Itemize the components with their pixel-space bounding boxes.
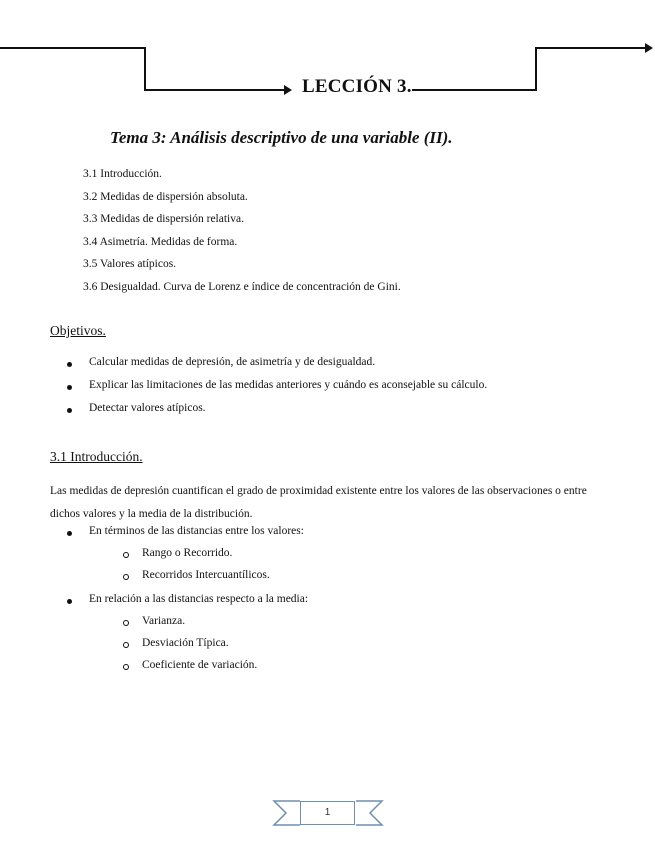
topic-subtitle: Tema 3: Análisis descriptivo de una variable (II). (110, 128, 453, 147)
toc-item: 3.2 Medidas de dispersión absoluta. (83, 190, 248, 203)
dispersion-groups-list (67, 593, 308, 615)
circle-bullet-icon (123, 620, 129, 626)
toc-item: 3.6 Desigualdad. Curva de Lorenz e índice de concentración de Gini. (83, 280, 401, 293)
section-paragraph: Las medidas de depresión cuantifican el grado de proximidad existente entre los valores de las observaciones o entre dichos valores y la media de la distribución. (50, 485, 587, 520)
header-line-left-vertical (144, 47, 146, 90)
header-arrow-head-left-icon (284, 85, 292, 95)
header-line-left-bottom (144, 89, 287, 91)
toc-item: 3.1 Introducción. (83, 168, 162, 180)
objectives-heading: Objetivos. (50, 323, 106, 338)
bullet-icon (67, 385, 72, 390)
header-line-left-top (0, 47, 145, 49)
sub-list (122, 547, 270, 591)
list-item-text: Explicar las limitaciones de las medidas anteriores y cuándo es aconsejable su cálculo. (89, 379, 488, 391)
list-item-text: Varianza. (142, 615, 186, 627)
page-number: 1 (300, 801, 355, 825)
header-line-right-bottom (412, 89, 537, 91)
toc-item: 3.5 Valores atípicos. (83, 258, 177, 270)
list-item-text: Recorridos Intercuantílicos. (142, 569, 270, 581)
sub-list-item (122, 615, 257, 637)
list-item (67, 525, 304, 547)
circle-bullet-icon (123, 552, 129, 558)
dispersion-groups-list (67, 525, 304, 547)
sub-list-item (122, 569, 270, 591)
header-line-right-vertical (535, 47, 537, 90)
list-item-text: Coeficiente de variación. (142, 659, 258, 671)
sub-list (122, 615, 257, 681)
list-item (67, 593, 308, 615)
sub-list-item (122, 659, 257, 681)
section-heading: 3.1 Introducción. (50, 449, 143, 464)
bullet-icon (67, 408, 72, 413)
toc-item: 3.4 Asimetría. Medidas de forma. (83, 235, 238, 248)
circle-bullet-icon (123, 574, 129, 580)
circle-bullet-icon (123, 642, 129, 648)
bullet-icon (67, 362, 72, 367)
objectives-list (67, 356, 487, 425)
circle-bullet-icon (123, 664, 129, 670)
bullet-icon (67, 531, 72, 536)
list-item-text: Calcular medidas de depresión, de asimetría y de desigualdad. (89, 356, 376, 368)
list-item (67, 379, 487, 402)
toc-item: 3.3 Medidas de dispersión relativa. (83, 213, 244, 225)
lesson-title: LECCIÓN 3. (302, 76, 412, 97)
list-item (67, 356, 487, 379)
header-arrow-head-right-icon (645, 43, 653, 53)
list-item-text: En términos de las distancias entre los valores: (89, 525, 304, 537)
list-item-text: En relación a las distancias respecto a la media: (89, 593, 309, 605)
sub-list-item (122, 637, 257, 659)
list-item-text: Detectar valores atípicos. (89, 402, 206, 414)
header-line-right-top (535, 47, 647, 49)
list-item-text: Rango o Recorrido. (142, 547, 233, 559)
table-of-contents (83, 166, 401, 301)
bullet-icon (67, 599, 72, 604)
sub-list-item (122, 547, 270, 569)
list-item-text: Desviación Típica. (142, 637, 229, 649)
list-item (67, 402, 487, 425)
